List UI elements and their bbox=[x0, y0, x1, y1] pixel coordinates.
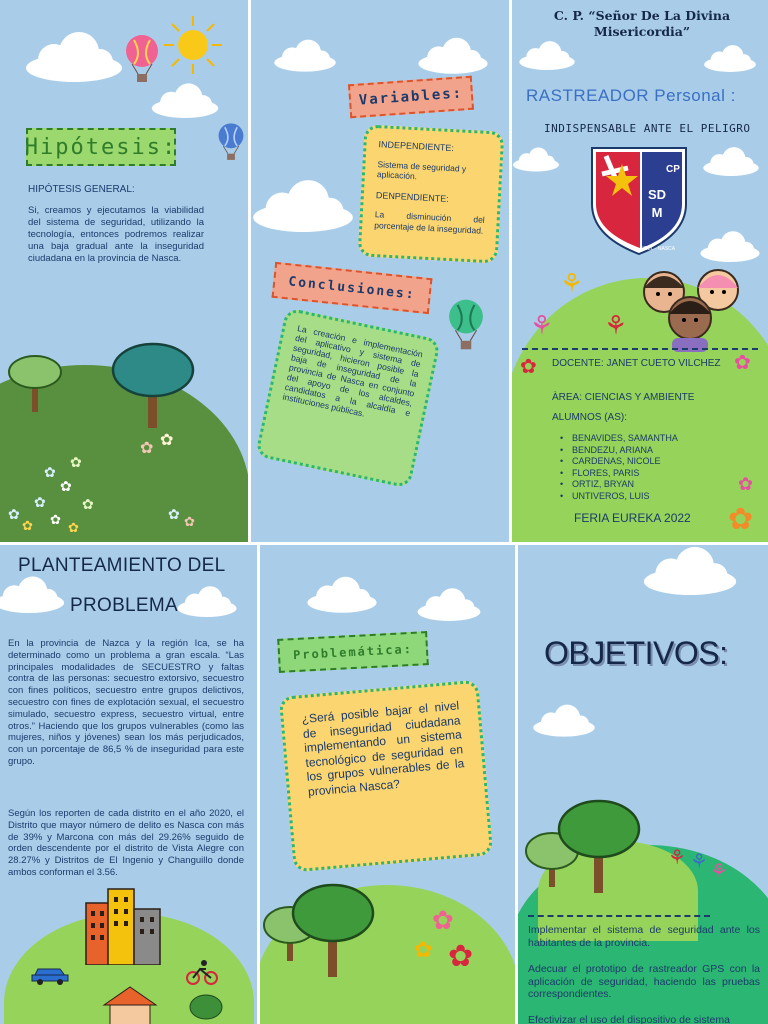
flower-icon: ⚘ bbox=[710, 861, 728, 883]
panel-objetivos bbox=[518, 545, 768, 1024]
logo-top-text: CP bbox=[666, 164, 680, 175]
hot-air-balloon-icon bbox=[217, 122, 245, 162]
objetivos-title: OBJETIVOS: bbox=[544, 635, 728, 671]
alumnos-list bbox=[556, 433, 678, 503]
dependiente-text: La disminución del porcentaje de la inseguridad. bbox=[374, 209, 485, 236]
buildings-icon bbox=[84, 885, 164, 965]
cover-subtitle: INDISPENSABLE ANTE EL PELIGRO bbox=[544, 122, 751, 135]
flower-icon: ✿ bbox=[160, 432, 174, 449]
conclusiones-tag bbox=[272, 262, 433, 314]
planteamiento-title-line1: PLANTEAMIENTO DEL bbox=[18, 555, 226, 576]
planteamiento-title-line2: PROBLEMA bbox=[70, 595, 178, 616]
tree-icon bbox=[554, 797, 644, 893]
list-item: • BENDEZU, ARIANA bbox=[556, 445, 678, 457]
problematica-tag-label: Problemática: bbox=[292, 641, 414, 663]
flower-icon: ✿ bbox=[82, 496, 94, 512]
cloud bbox=[512, 146, 560, 172]
hot-air-balloon-icon bbox=[124, 34, 160, 84]
list-item: • BENAVIDES, SAMANTHA bbox=[556, 433, 678, 445]
planteamiento-para2: Según los reporten de cada distrito en el año 2020, el Distrito que mayor número de delito es Nasca con más de 39% y Marcona con más del 29.26% seguido de orden descendente por el distrito de Vista Alegre con 28.27% y Distritos de El Ingenio y Changuillo donde ambos conforman el 3.56. bbox=[8, 808, 244, 878]
list-item: • FLORES, PARIS bbox=[556, 468, 678, 480]
cover-title: RASTREADOR Personal : bbox=[526, 86, 736, 105]
cloud bbox=[416, 587, 482, 621]
alumnos-label: ALUMNOS (AS): bbox=[552, 412, 628, 423]
flower-icon: ⚘ bbox=[690, 851, 708, 873]
flower-icon: ✿ bbox=[448, 940, 474, 973]
flower-icon: ✿ bbox=[8, 506, 20, 522]
independiente-text: Sistema de seguridad y aplicación. bbox=[376, 159, 467, 182]
problematica-question: ¿Será posible bajar el nivel de inseguridad ciudadana implementando un sistema tecnológico de seguridad en los grupos vulnerables de la provincia Nasca? bbox=[301, 698, 465, 799]
school-name: C. P. “Señor De La Divina Misericordia” bbox=[553, 8, 731, 39]
flower-icon: ✿ bbox=[184, 514, 195, 529]
tulip-icon: ⚘ bbox=[604, 310, 628, 340]
car-icon bbox=[30, 963, 70, 985]
hipotesis-subtitle: HIPÓTESIS GENERAL: bbox=[28, 184, 135, 195]
cloud bbox=[702, 146, 760, 176]
sun-icon bbox=[162, 14, 224, 76]
hipotesis-title: Hipótesis: bbox=[24, 134, 178, 160]
tree-icon bbox=[108, 340, 198, 430]
cloud bbox=[518, 40, 576, 70]
cloud bbox=[417, 36, 489, 74]
conclusiones-box bbox=[255, 307, 441, 489]
cloud bbox=[306, 575, 378, 613]
cloud bbox=[532, 703, 596, 737]
flower-icon: ✿ bbox=[728, 503, 754, 536]
tree-icon bbox=[5, 350, 65, 412]
house-icon bbox=[100, 985, 160, 1024]
flower-icon: ✿ bbox=[520, 356, 537, 378]
flower-icon: ✿ bbox=[734, 352, 751, 374]
variables-tag bbox=[348, 76, 474, 119]
objetivo-item: Adecuar el prototipo de rastreador GPS con la aplicación de seguridad, haciendo las pruebas correspondientes. bbox=[528, 963, 760, 1000]
planteamiento-para1: En la provincia de Nazca y la región Ica, se ha determinado como un problema a gran escala. “Las principales modalidades de SECUESTRO y faltas contra de las personas: secuestro extorsivo, secuestro con fines políticos, secuestro entre grupos delictivos, secuestro con fines de explotación sexual, el secuestro simulado, secuestro express, secuestro virtual, entre otros.” Haciendo que los grupos vulnerables (como las mujeres, niños y jóvenes) sean los más perjudicados, con un porcentaje de 86,5 % de inseguridad para este grupo. bbox=[8, 638, 244, 767]
hipotesis-body: Si, creamos y ejecutamos la viabilidad del sistema de seguridad, utilizando la tecnología, entonces podremos realizar una baja gradual ante la inseguridad ciudadana en la provincia de Nasca. bbox=[28, 205, 204, 264]
flower-icon: ✿ bbox=[60, 478, 72, 494]
school-logo-icon bbox=[588, 144, 690, 256]
flower-icon: ⚘ bbox=[668, 847, 686, 869]
flower-icon: ✿ bbox=[34, 494, 46, 510]
panel-cover bbox=[512, 0, 768, 542]
cloud bbox=[640, 545, 740, 595]
cloud bbox=[150, 82, 220, 118]
feria-text: FERIA EUREKA 2022 bbox=[574, 511, 691, 525]
cloud bbox=[702, 44, 758, 72]
area-text: ÀREA: CIENCIAS Y AMBIENTE bbox=[552, 392, 695, 403]
panel-variables bbox=[251, 0, 509, 542]
tulip-icon: ⚘ bbox=[530, 310, 554, 340]
flower-icon: ✿ bbox=[738, 474, 754, 494]
tree-icon bbox=[288, 881, 378, 977]
logo-letters: SDM bbox=[647, 187, 667, 220]
problematica-box bbox=[279, 680, 494, 873]
flower-icon: ✿ bbox=[70, 454, 82, 470]
tulip-icon: ⚘ bbox=[560, 268, 584, 298]
variables-tag-label: Variables: bbox=[358, 85, 464, 109]
list-item: • CARDENAS, NICOLE bbox=[556, 456, 678, 468]
panel-planteamiento bbox=[0, 545, 257, 1024]
problematica-tag bbox=[277, 631, 429, 673]
cloud bbox=[0, 575, 66, 613]
flower-icon: ✿ bbox=[44, 464, 56, 480]
dependiente-label: DENPENDIENTE: bbox=[375, 190, 450, 204]
children-icon bbox=[638, 266, 748, 352]
objetivo-item: Implementar el sistema de seguridad ante los habitantes de la provincia. bbox=[528, 924, 760, 949]
flower-icon: ✿ bbox=[140, 440, 154, 457]
flower-icon: ✿ bbox=[22, 518, 33, 533]
tree-icon bbox=[188, 993, 224, 1024]
panel-hipotesis bbox=[0, 0, 248, 542]
cloud bbox=[176, 585, 238, 617]
flower-icon: ✿ bbox=[414, 937, 433, 962]
hipotesis-title-tag bbox=[26, 128, 176, 166]
independiente-label: INDEPENDIENTE: bbox=[378, 139, 455, 154]
flower-icon: ✿ bbox=[50, 512, 61, 527]
logo-bottom-text: UGEL - NASCA bbox=[640, 246, 676, 252]
list-item: • UNTIVEROS, LUIS bbox=[556, 491, 678, 503]
divider bbox=[522, 348, 758, 350]
cloud bbox=[273, 38, 337, 72]
conclusiones-tag-label: Conclusiones: bbox=[287, 273, 417, 303]
flower-icon: ✿ bbox=[432, 905, 454, 935]
panel-problematica bbox=[260, 545, 515, 1024]
flower-icon: ✿ bbox=[168, 506, 180, 522]
cloud bbox=[698, 230, 762, 262]
docente-text: DOCENTE: JANET CUETO VILCHEZ bbox=[552, 358, 721, 369]
cloud bbox=[24, 30, 124, 82]
variables-box bbox=[358, 124, 505, 263]
hot-air-balloon-icon bbox=[447, 298, 485, 352]
cyclist-icon bbox=[186, 959, 218, 985]
objetivo-item: Efectivizar el uso del dispositivo de sistema bbox=[528, 1014, 730, 1024]
divider bbox=[528, 915, 710, 917]
cloud bbox=[251, 178, 355, 232]
list-item: • ORTIZ, BRYAN bbox=[556, 479, 678, 491]
conclusiones-text: La creación e implementación del aplicativo y sistema de seguridad, hicieron posible la baja de inseguridad de la provincia de Nasca en conjunto del apoyo de los alcaldes, candidatos a la alcaldía e instituciones públicas. bbox=[281, 323, 424, 419]
flower-icon: ✿ bbox=[68, 520, 79, 535]
